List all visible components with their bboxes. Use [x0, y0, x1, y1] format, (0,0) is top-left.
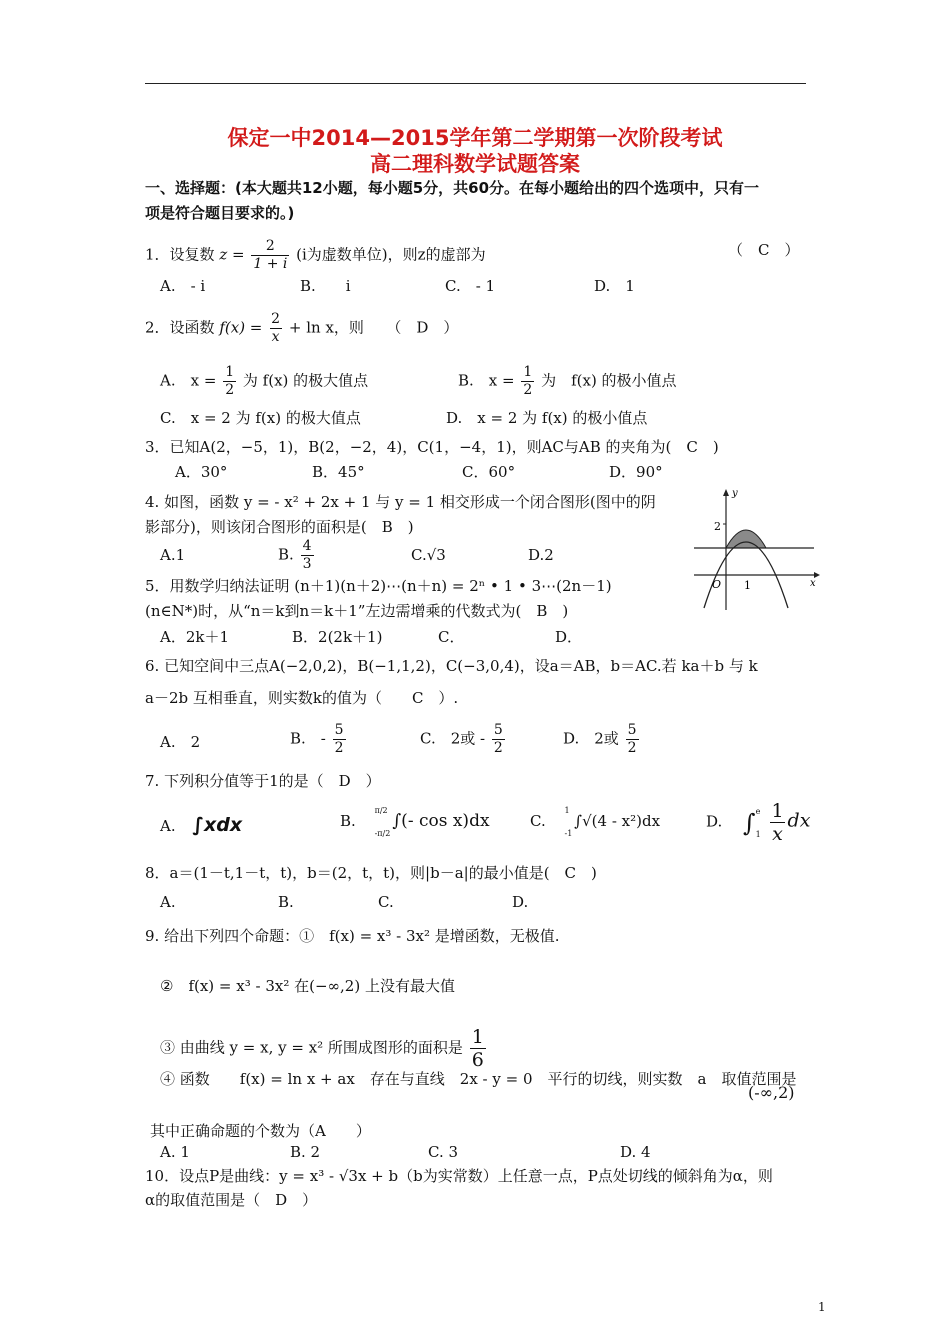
- q2-option-c: C. x = 2 为 f(x) 的极大值点: [160, 409, 361, 427]
- graph-tick-y: 2: [714, 520, 721, 533]
- q2-option-a: A. x = $\frac{1}{2}$ 为 f(x) 的极大值点: [160, 364, 369, 398]
- q2-fraction: $\frac{2}{x}$: [271, 311, 281, 345]
- q6-option-b: B. - $\frac{5}{2}$: [290, 722, 344, 756]
- q9-item-3: ③ 由曲线 y = x, y = x² 所围成图形的面积是 $\frac{1}{6}$: [160, 1026, 484, 1071]
- q9-option-a: A. 1: [160, 1143, 190, 1161]
- q7-option-d: D. ∫ e 1 $\frac{1}{x}$ dx: [706, 800, 811, 845]
- q3-option-d: D．90°: [609, 463, 663, 481]
- graph-tick-x: 1: [744, 579, 751, 592]
- q7-option-a: A. ∫xdx: [160, 814, 243, 836]
- q3-option-a: A．30°: [175, 463, 228, 481]
- q6-option-a: A. 2: [160, 733, 201, 751]
- q2-option-b: B. x = $\frac{1}{2}$ 为 f(x) 的极小值点: [458, 364, 677, 398]
- doc-subtitle: 高二理科数学试题答案: [370, 152, 580, 176]
- q8-option-c: C.: [378, 893, 394, 911]
- q9-conclusion: 其中正确命题的个数为（A ）: [150, 1122, 371, 1140]
- q7-option-c: C. 1 -1 ∫√(4 - x²)dx: [530, 806, 661, 838]
- q3-option-c: C．60°: [462, 463, 516, 481]
- q7-option-b: B. π/2 -π/2 ∫(- cos x)dx: [340, 806, 490, 838]
- question-10-line2: α的取值范围是（ D ）: [145, 1191, 318, 1209]
- q1-fraction: $\frac{2}{1 + i}$: [253, 238, 288, 272]
- question-5-line2: (n∈N*)时，从“n＝k到n＝k＋1”左边需增乘的代数式为( B ): [145, 602, 569, 620]
- question-1: 1．设复数 z = $\frac{2}{1 + i}$ (i为虚数单位)，则z的虚部为: [145, 238, 486, 272]
- question-2: 2．设函数 f(x) = $\frac{2}{x}$ + ln x，则 （ D ）: [145, 311, 459, 345]
- q5-option-a: A．2k＋1: [160, 628, 230, 646]
- q1-option-c: C. - 1: [445, 277, 496, 295]
- q4-option-a: A.1: [160, 546, 186, 564]
- q9-item-4: ④ 函数 f(x) = ln x + ax 存在与直线 2x - y = 0 平行的切线，则实数 a 取值范围是: [160, 1070, 797, 1088]
- top-rule: [145, 83, 806, 84]
- q6-option-d: D. 2或 $\frac{5}{2}$: [563, 722, 637, 756]
- q5-option-c: C．: [438, 628, 465, 646]
- q6-option-c: C. 2或 - $\frac{5}{2}$: [420, 722, 503, 756]
- q9-item-4-range: (-∞,2): [748, 1083, 795, 1102]
- section-heading-line1: 一、选择题：(本大题共12小题，每小题5分，共60分。在每小题给出的四个选项中，只有一: [145, 179, 760, 197]
- q8-option-d: D.: [512, 893, 529, 911]
- q1-option-d: D. 1: [594, 277, 635, 295]
- graph-x-label: x: [810, 578, 816, 589]
- graph-origin-label: O: [712, 578, 722, 591]
- q5-option-d: D．: [555, 628, 583, 646]
- question-6-line2: a－2b 互相垂直，则实数k的值为（ C ）.: [145, 689, 459, 707]
- q4-option-b: B. $\frac{4}{3}$: [278, 538, 312, 572]
- q1-option-a: A. - i: [160, 277, 206, 295]
- question-3: 3．已知A(2，−5，1)，B(2，−2，4)，C(1，−4，1)，则AC与AB 的夹角为( C ): [145, 438, 719, 456]
- q4-option-d: D.2: [528, 546, 554, 564]
- q1-answer: （ C ）: [728, 241, 800, 259]
- q4-option-c: C.√3: [411, 546, 446, 564]
- q8-option-b: B.: [278, 893, 294, 911]
- q2-option-d: D. x = 2 为 f(x) 的极小值点: [446, 409, 648, 427]
- q9-option-c: C. 3: [428, 1143, 459, 1161]
- q3-option-b: B．45°: [312, 463, 365, 481]
- question-6-line1: 6. 已知空间中三点A(−2,0,2)，B(−1,1,2)，C(−3,0,4)，设a＝AB，b＝AC.若 ka＋b 与 k: [145, 657, 758, 675]
- parabola-graph: [690, 486, 820, 612]
- section-heading-line2: 项是符合题目要求的。): [145, 204, 295, 222]
- q5-option-b: B．2(2k＋1): [292, 628, 383, 646]
- q9-option-d: D. 4: [620, 1143, 651, 1161]
- question-8: 8．a＝(1－t,1－t，t)，b＝(2，t，t)，则|b－a|的最小值是( C ): [145, 864, 597, 882]
- q9-item-2: ② f(x) = x³ - 3x² 在(−∞,2) 上没有最大值: [160, 977, 455, 995]
- question-4-line2: 影部分)，则该闭合图形的面积是( B ): [145, 518, 414, 536]
- question-4-line1: 4. 如图，函数 y = - x² + 2x + 1 与 y = 1 相交形成一个闭合图形(图中的阴: [145, 493, 656, 511]
- question-7: 7. 下列积分值等于1的是（ D ）: [145, 772, 381, 790]
- question-5-line1: 5．用数学归纳法证明 (n＋1)(n＋2)⋯(n＋n) = 2ⁿ • 1 • 3⋯(2n－1): [145, 577, 612, 595]
- q1-option-b: B. i: [300, 277, 351, 295]
- graph-y-label: y: [732, 488, 738, 499]
- q8-option-a: A.: [160, 893, 176, 911]
- question-10-line1: 10．设点P是曲线：y = x³ - √3x + b（b为实常数）上任意一点，P点处切线的倾斜角为α，则: [145, 1167, 773, 1185]
- page-number: 1: [818, 1300, 826, 1314]
- question-9: 9. 给出下列四个命题：① f(x) = x³ - 3x² 是增函数，无极值.: [145, 927, 560, 945]
- doc-title: 保定一中2014—2015学年第二学期第一次阶段考试: [227, 126, 723, 150]
- q9-option-b: B. 2: [290, 1143, 321, 1161]
